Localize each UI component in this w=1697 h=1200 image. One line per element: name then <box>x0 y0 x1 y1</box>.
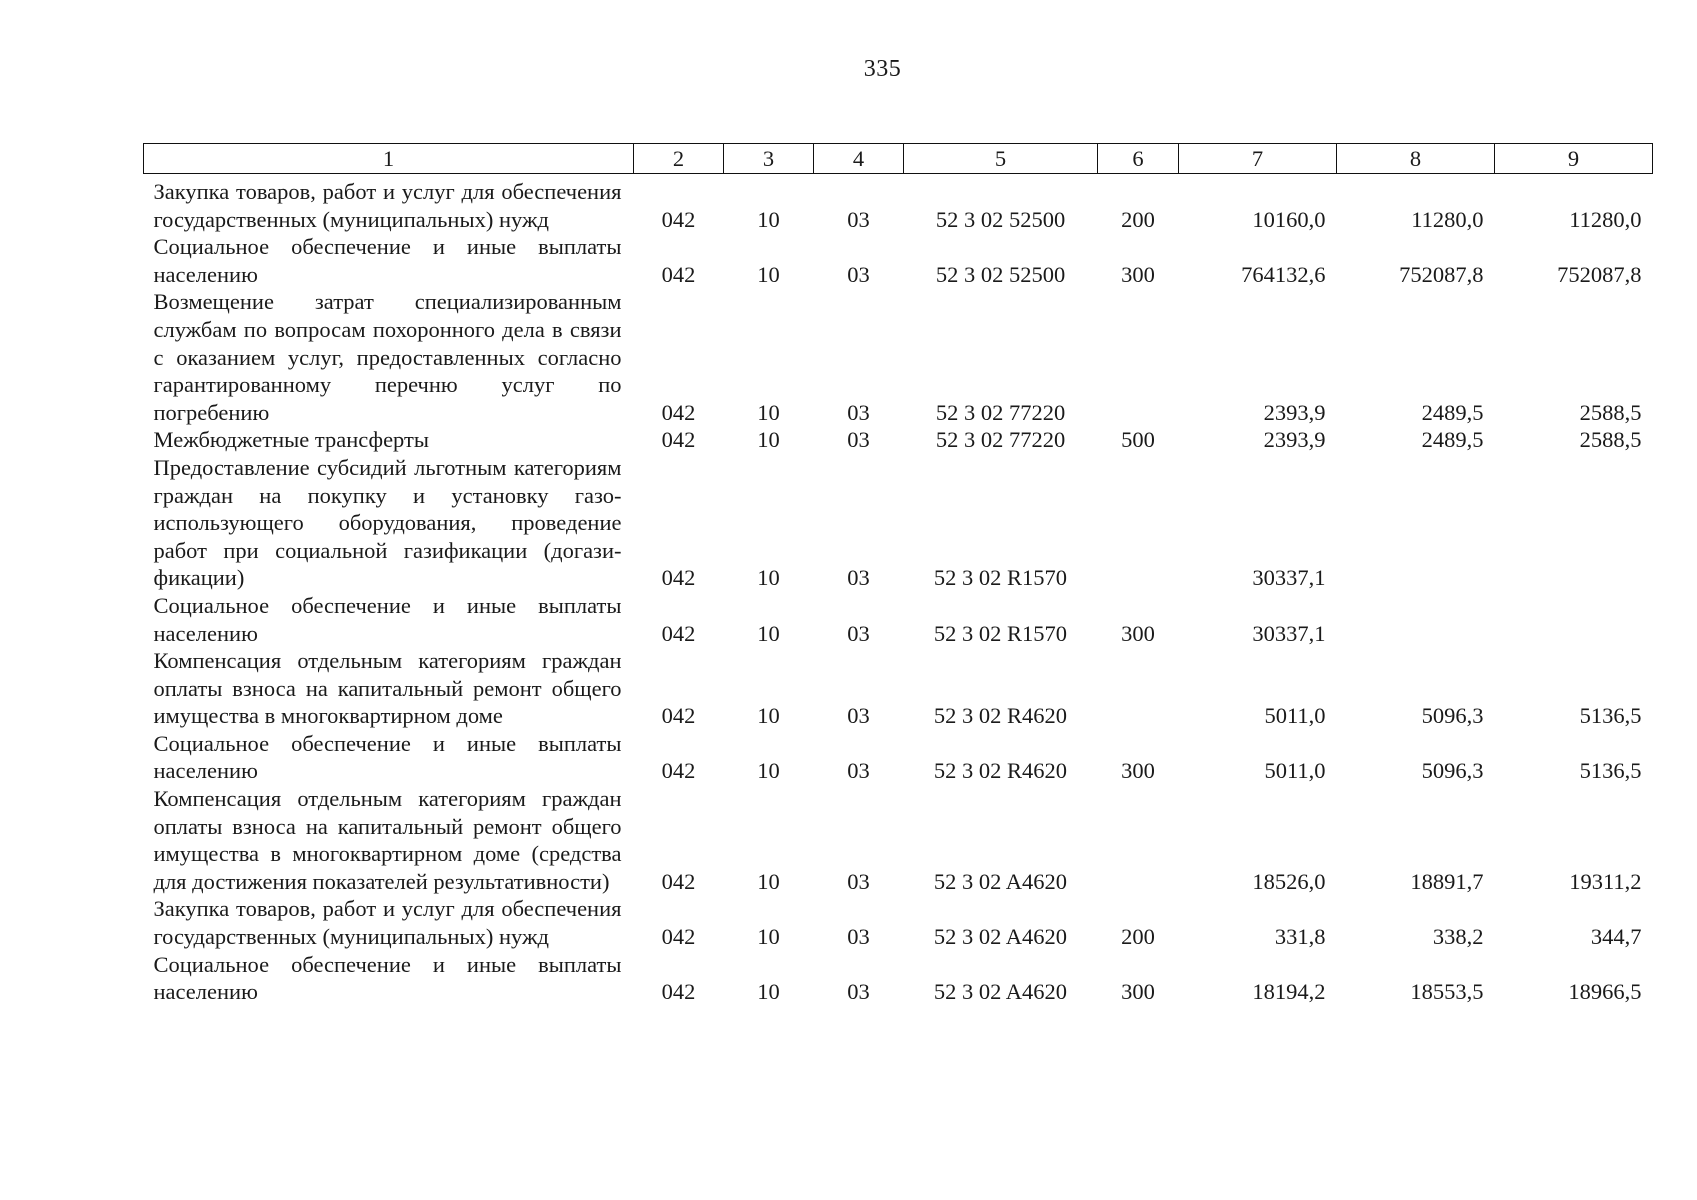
table-row <box>144 454 1653 592</box>
row-subsection-cell: 03 <box>847 758 870 784</box>
table-row <box>144 426 1653 454</box>
table-row <box>144 647 1653 730</box>
row-expense-type-cell: 300 <box>1121 758 1155 784</box>
row-name-cell: Социальное обеспечение и иные выплаты населению <box>153 951 622 1005</box>
row-value-3-cell: 2588,5 <box>1579 399 1642 425</box>
row-code-cell: 042 <box>661 979 696 1005</box>
row-name-cell: Социальное обеспечение и иные выплаты населению <box>153 592 622 646</box>
row-expense-type-cell: 500 <box>1121 427 1155 453</box>
row-subsection-cell: 03 <box>847 565 870 591</box>
row-value-3-cell <box>1495 592 1653 647</box>
column-header-6: 6 <box>1098 144 1179 174</box>
row-value-3-cell: 19311,2 <box>1569 868 1642 894</box>
row-target-cell: 52 3 02 77220 <box>935 427 1066 453</box>
row-target-cell: 52 3 02 R4620 <box>933 703 1068 729</box>
row-value-2-cell: 5096,3 <box>1421 758 1484 784</box>
row-value-1-cell: 30337,1 <box>1252 565 1326 591</box>
row-subsection-cell: 03 <box>847 620 870 646</box>
row-value-2-cell <box>1337 454 1495 592</box>
row-code-cell: 042 <box>661 758 696 784</box>
row-value-3-cell: 11280,0 <box>1569 206 1642 232</box>
row-name-cell: Межбюджетные трансферты <box>153 427 429 453</box>
row-code-cell: 042 <box>661 427 696 453</box>
row-code-cell: 042 <box>661 399 696 425</box>
row-value-1-cell: 2393,9 <box>1263 427 1326 453</box>
row-subsection-cell: 03 <box>847 427 870 453</box>
row-target-cell: 52 3 02 R4620 <box>933 758 1068 784</box>
row-value-3-cell: 5136,5 <box>1579 703 1642 729</box>
row-value-3-cell: 344,7 <box>1590 924 1642 950</box>
row-code-cell: 042 <box>661 868 696 894</box>
row-value-3-cell: 752087,8 <box>1557 261 1642 287</box>
row-expense-type-cell <box>1098 288 1179 426</box>
row-subsection-cell: 03 <box>847 261 870 287</box>
column-number-row <box>144 144 1653 174</box>
table-row <box>144 951 1653 1006</box>
row-section-cell: 10 <box>757 206 780 232</box>
row-name-cell: Предоставление субсидий льготным категориям граждан на покупку и установку газоиспользующего оборудования, проведение работ при социальной газификации (догазификации) <box>153 454 622 591</box>
row-value-2-cell: 18891,7 <box>1410 868 1484 894</box>
column-header-9: 9 <box>1495 144 1653 174</box>
table-row <box>144 730 1653 785</box>
column-header-8: 8 <box>1337 144 1495 174</box>
row-value-2-cell: 338,2 <box>1432 924 1484 950</box>
row-subsection-cell: 03 <box>847 399 870 425</box>
row-expense-type-cell <box>1098 785 1179 895</box>
row-subsection-cell: 03 <box>847 924 870 950</box>
table-header <box>144 144 1653 174</box>
row-expense-type-cell: 200 <box>1121 206 1155 232</box>
row-name-cell: Возмещение затрат специализированным службам по вопросам похоронного дела в связи с оказанием услуг, предоставленных согласно гарантированному перечню услуг по погребению <box>153 289 622 425</box>
row-target-cell: 52 3 02 A4620 <box>933 868 1068 894</box>
row-target-cell: 52 3 02 52500 <box>935 261 1066 287</box>
row-value-2-cell: 5096,3 <box>1421 703 1484 729</box>
page-number: 335 <box>863 56 902 82</box>
row-value-3-cell <box>1495 454 1653 592</box>
column-header-7: 7 <box>1179 144 1337 174</box>
row-value-1-cell: 764132,6 <box>1241 261 1326 287</box>
row-value-3-cell: 5136,5 <box>1579 758 1642 784</box>
row-section-cell: 10 <box>757 924 780 950</box>
column-header-3: 3 <box>724 144 814 174</box>
row-value-2-cell: 11280,0 <box>1411 206 1484 232</box>
row-value-1-cell: 5011,0 <box>1264 758 1326 784</box>
row-name-cell: Закупка товаров, работ и услуг для обеспечения государственных (муниципальных) нужд <box>153 179 622 232</box>
column-header-5: 5 <box>904 144 1098 174</box>
row-subsection-cell: 03 <box>847 979 870 1005</box>
table-row <box>144 592 1653 647</box>
row-subsection-cell: 03 <box>847 206 870 232</box>
row-target-cell: 52 3 02 R1570 <box>933 565 1068 591</box>
row-value-1-cell: 18526,0 <box>1252 868 1326 894</box>
row-target-cell: 52 3 02 A4620 <box>933 979 1068 1005</box>
row-value-1-cell: 18194,2 <box>1252 979 1326 1005</box>
row-code-cell: 042 <box>661 565 696 591</box>
row-section-cell: 10 <box>757 620 780 646</box>
row-target-cell: 52 3 02 R1570 <box>933 620 1068 646</box>
row-name-cell: Компенсация отдельным категориям граждан оплаты взноса на капитальный ремонт общего имущества в многоквартирном доме <box>153 648 622 729</box>
row-code-cell: 042 <box>661 620 696 646</box>
table-row <box>144 233 1653 288</box>
row-target-cell: 52 3 02 77220 <box>935 399 1066 425</box>
row-section-cell: 10 <box>757 703 780 729</box>
row-expense-type-cell <box>1098 647 1179 730</box>
column-header-4: 4 <box>814 144 904 174</box>
row-expense-type-cell: 300 <box>1121 979 1155 1005</box>
row-expense-type-cell: 200 <box>1121 924 1155 950</box>
row-section-cell: 10 <box>757 399 780 425</box>
row-value-1-cell: 10160,0 <box>1252 206 1326 232</box>
table-row <box>144 288 1653 426</box>
row-expense-type-cell: 300 <box>1121 261 1155 287</box>
row-code-cell: 042 <box>661 206 696 232</box>
row-value-1-cell: 30337,1 <box>1252 620 1326 646</box>
row-section-cell: 10 <box>757 427 780 453</box>
row-value-1-cell: 5011,0 <box>1264 703 1326 729</box>
budget-table <box>143 143 1653 1006</box>
row-section-cell: 10 <box>757 261 780 287</box>
row-name-cell: Компенсация отдельным категориям граждан оплаты взноса на капитальный ремонт общего имущества в многоквартирном доме (средства для достижения показателей результативности) <box>153 786 622 894</box>
row-section-cell: 10 <box>757 758 780 784</box>
row-value-2-cell: 18553,5 <box>1410 979 1484 1005</box>
row-target-cell: 52 3 02 A4620 <box>933 924 1068 950</box>
row-value-2-cell: 2489,5 <box>1421 427 1484 453</box>
row-section-cell: 10 <box>757 868 780 894</box>
column-header-1: 1 <box>144 144 634 174</box>
table-row <box>144 174 1653 234</box>
row-value-2-cell: 2489,5 <box>1421 399 1484 425</box>
row-value-2-cell <box>1337 592 1495 647</box>
row-value-3-cell: 2588,5 <box>1579 427 1642 453</box>
row-expense-type-cell <box>1098 454 1179 592</box>
row-value-1-cell: 2393,9 <box>1263 399 1326 425</box>
row-name-cell: Закупка товаров, работ и услуг для обеспечения государственных (муниципальных) нужд <box>153 896 622 950</box>
row-section-cell: 10 <box>757 565 780 591</box>
row-value-3-cell: 18966,5 <box>1568 979 1642 1005</box>
row-section-cell: 10 <box>757 979 780 1005</box>
row-code-cell: 042 <box>661 261 696 287</box>
table-body <box>144 174 1653 1006</box>
column-header-2: 2 <box>634 144 724 174</box>
row-value-1-cell: 331,8 <box>1274 924 1326 950</box>
row-code-cell: 042 <box>661 924 696 950</box>
table-row <box>144 785 1653 895</box>
row-name-cell: Социальное обеспечение и иные выплаты населению <box>153 234 622 287</box>
row-value-2-cell: 752087,8 <box>1399 261 1484 287</box>
row-target-cell: 52 3 02 52500 <box>935 206 1066 232</box>
table-row <box>144 895 1653 950</box>
row-subsection-cell: 03 <box>847 703 870 729</box>
row-code-cell: 042 <box>661 703 696 729</box>
row-expense-type-cell: 300 <box>1121 620 1155 646</box>
row-name-cell: Социальное обеспечение и иные выплаты населению <box>153 730 622 784</box>
row-subsection-cell: 03 <box>847 868 870 894</box>
